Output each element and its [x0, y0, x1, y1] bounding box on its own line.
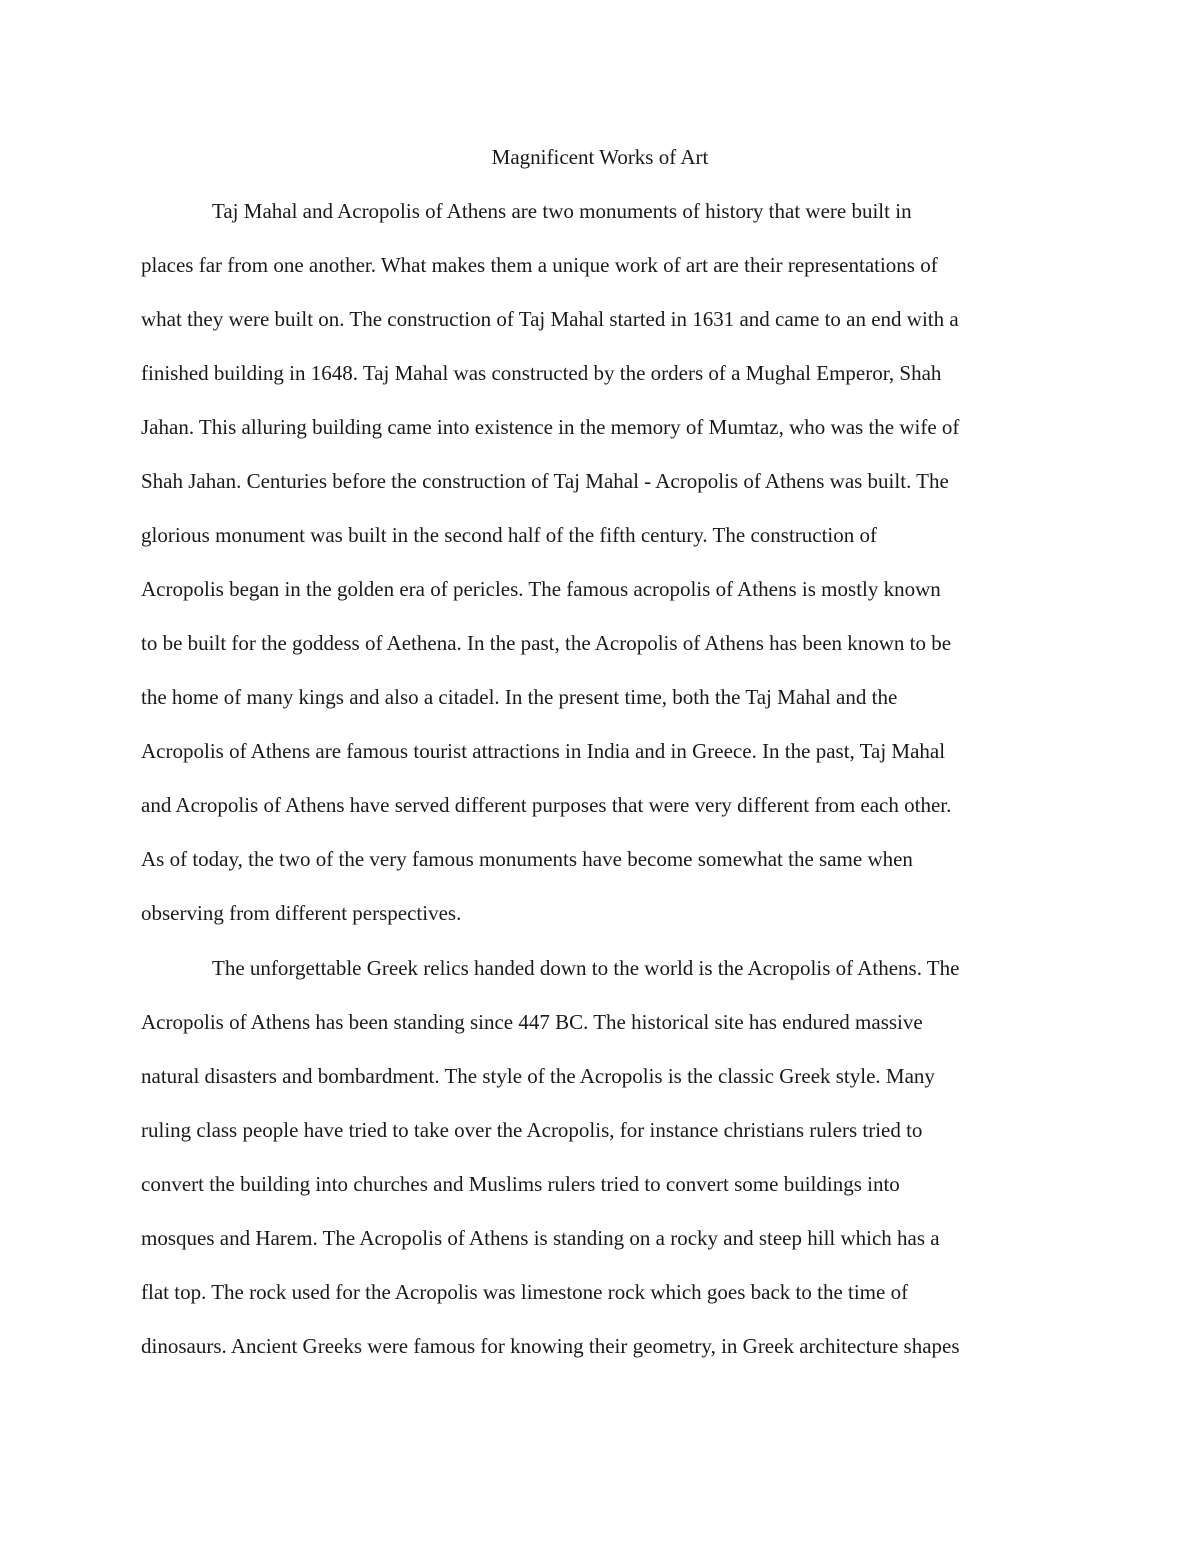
text-line: places far from one another. What makes them a unique work of art are their representations of: [141, 253, 938, 277]
text-line: mosques and Harem. The Acropolis of Athens is standing on a rocky and steep hill which has a: [141, 1226, 940, 1250]
text-line: to be built for the goddess of Aethena. In the past, the Acropolis of Athens has been known to be: [141, 631, 952, 655]
text-line: the home of many kings and also a citadel. In the present time, both the Taj Mahal and the: [141, 685, 898, 709]
text-line: convert the building into churches and Muslims rulers tried to convert some buildings into: [141, 1172, 900, 1196]
text-line: natural disasters and bombardment. The style of the Acropolis is the classic Greek style. Many: [141, 1064, 935, 1088]
text-line: finished building in 1648. Taj Mahal was constructed by the orders of a Mughal Emperor, Shah: [141, 361, 942, 385]
text-line: Acropolis of Athens are famous tourist attractions in India and in Greece. In the past, Taj Mahal: [141, 739, 946, 763]
text-line: what they were built on. The construction of Taj Mahal started in 1631 and came to an end with a: [141, 307, 959, 331]
text-line: Shah Jahan. Centuries before the construction of Taj Mahal - Acropolis of Athens was built. The: [141, 469, 949, 493]
text-line: flat top. The rock used for the Acropolis was limestone rock which goes back to the time of: [141, 1280, 909, 1304]
text-line: ruling class people have tried to take over the Acropolis, for instance christians rulers tried to: [141, 1118, 923, 1142]
text-line: dinosaurs. Ancient Greeks were famous for knowing their geometry, in Greek architecture shapes: [141, 1334, 960, 1358]
text-line: glorious monument was built in the second half of the fifth century. The construction of: [141, 523, 878, 547]
text-line: Jahan. This alluring building came into existence in the memory of Mumtaz, who was the wife of: [141, 415, 960, 439]
text-line: and Acropolis of Athens have served different purposes that were very different from each other.: [141, 793, 952, 817]
text-line: observing from different perspectives.: [141, 901, 462, 925]
text-line: As of today, the two of the very famous monuments have become somewhat the same when: [141, 847, 913, 871]
text-line: The unforgettable Greek relics handed down to the world is the Acropolis of Athens. The: [212, 956, 960, 980]
text-line: Acropolis began in the golden era of pericles. The famous acropolis of Athens is mostly known: [141, 577, 941, 601]
text-line: Taj Mahal and Acropolis of Athens are two monuments of history that were built in: [212, 199, 912, 223]
text-line: Acropolis of Athens has been standing since 447 BC. The historical site has endured massive: [141, 1010, 923, 1034]
document-title: Magnificent Works of Art: [491, 145, 709, 169]
